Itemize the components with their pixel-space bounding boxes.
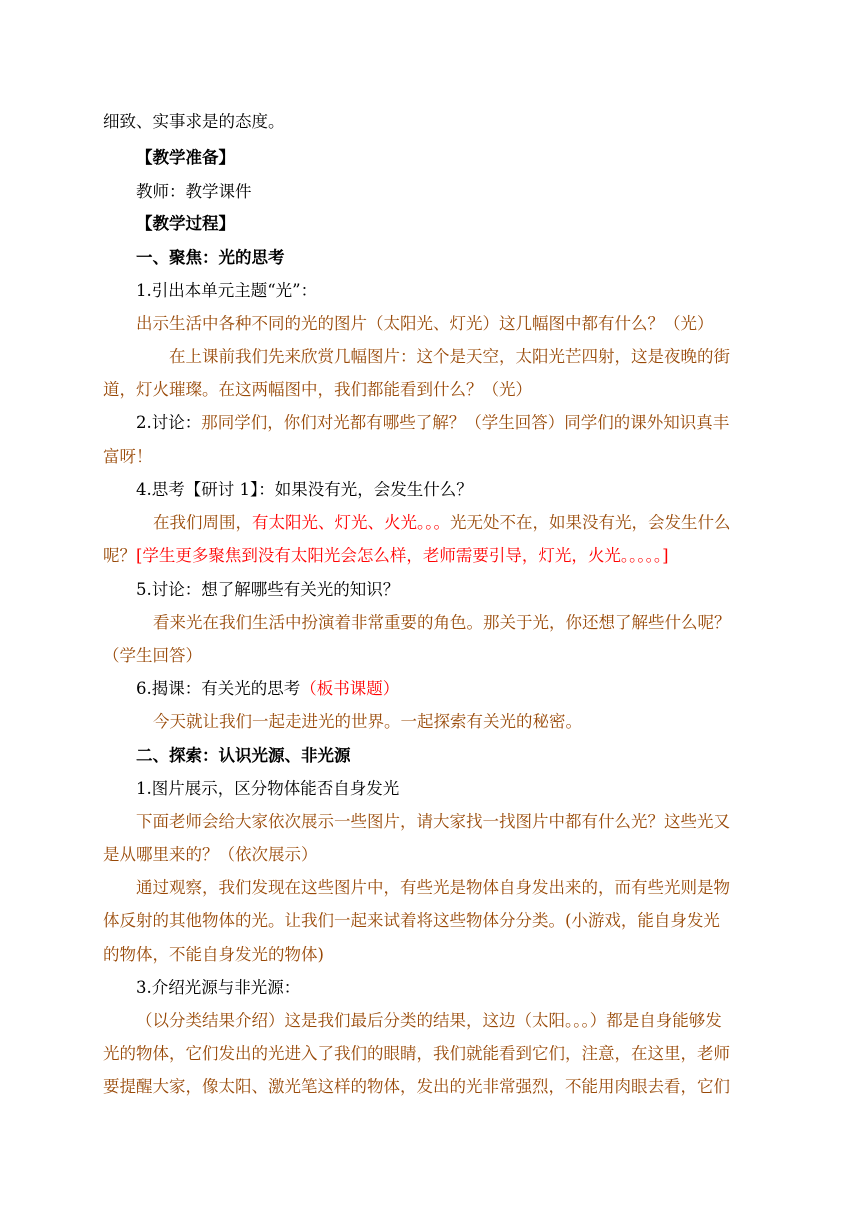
paragraph-line: 下面老师会给大家依次展示一些图片，请大家找一找图片中都有什么光？这些光又 <box>136 812 730 831</box>
item-label: 6.揭课：有关光的思考 <box>136 679 301 698</box>
paragraph-line: 富呀！ <box>103 447 153 466</box>
paragraph-line <box>136 411 729 435</box>
paragraph-line: 道，灯火璀璨。在这两幅图中，我们都能看到什么？（光） <box>103 380 532 399</box>
paragraph-line: 通过观察，我们发现在这些图片中，有些光是物体自身发出来的，而有些光则是物 <box>136 878 730 897</box>
paragraph-line: 今天就让我们一起走进光的世界。一起探索有关光的秘密。 <box>153 712 582 731</box>
text-span: 在我们周围， <box>153 513 252 532</box>
highlighted-text: [学生更多聚焦到没有太阳光会怎么样，老师需要引导，灯光，火光。。。。。] <box>136 546 669 565</box>
paragraph-line: 在上课前我们先来欣赏几幅图片：这个是天空，太阳光芒四射，这是夜晚的街 <box>169 347 730 366</box>
paragraph-line: 是从哪里来的？（依次展示） <box>103 845 318 864</box>
paragraph-line <box>136 677 399 701</box>
paragraph-line: 细致、实事求是的态度。 <box>103 112 285 131</box>
item-label: 2.讨论： <box>136 413 202 432</box>
paragraph-line: 4.思考【研讨 1】：如果没有光，会发生什么？ <box>136 480 473 499</box>
highlighted-text: 有太阳光、灯光、火光。。。 <box>252 513 450 532</box>
paragraph-line: （以分类结果介绍）这是我们最后分类的结果，这边（太阳。。。）都是自身能够发 <box>136 1011 722 1030</box>
section-heading-preparation: 【教学准备】 <box>136 148 235 167</box>
paragraph-line <box>153 511 731 535</box>
item-text: 那同学们，你们对光都有哪些了解？（学生回答）同学们的课外知识真丰 <box>201 413 730 432</box>
paragraph-line: 看来光在我们生活中扮演着非常重要的角色。那关于光，你还想了解些什么呢？ <box>153 613 731 632</box>
section-heading-focus: 一、聚焦：光的思考 <box>136 248 285 267</box>
text-span: 呢？ <box>103 546 136 565</box>
paragraph-line: 5.讨论：想了解哪些有关光的知识？ <box>136 580 400 599</box>
paragraph-line: 出示生活中各种不同的光的图片（太阳光、灯光）这几幅图中都有什么？（光） <box>136 314 714 333</box>
paragraph-line: 教师：教学课件 <box>136 182 252 201</box>
paragraph-line: 3.介绍光源与非光源： <box>136 978 301 997</box>
section-heading-process: 【教学过程】 <box>136 214 235 233</box>
paragraph-line: 体反射的其他物体的光。让我们一起来试着将这些物体分分类。(小游戏，能自身发光 <box>103 911 720 930</box>
paragraph-line: 1.图片展示，区分物体能否自身发光 <box>136 779 400 798</box>
paragraph-line: 1.引出本单元主题“光”： <box>136 281 318 300</box>
text-span: 光无处不在，如果没有光，会发生什么 <box>450 513 731 532</box>
paragraph-line <box>103 544 669 568</box>
paragraph-line: 光的物体，它们发出的光进入了我们的眼睛，我们就能看到它们，注意，在这里，老师 <box>103 1044 730 1063</box>
highlighted-text: （板书课题） <box>300 679 400 698</box>
paragraph-line: 要提醒大家，像太阳、激光笔这样的物体，发出的光非常强烈，不能用肉眼去看，它们 <box>103 1077 730 1096</box>
section-heading-explore: 二、探索：认识光源、非光源 <box>136 746 351 765</box>
paragraph-line: 的物体，不能自身发光的物体) <box>103 945 324 964</box>
paragraph-line: （学生回答） <box>103 646 202 665</box>
